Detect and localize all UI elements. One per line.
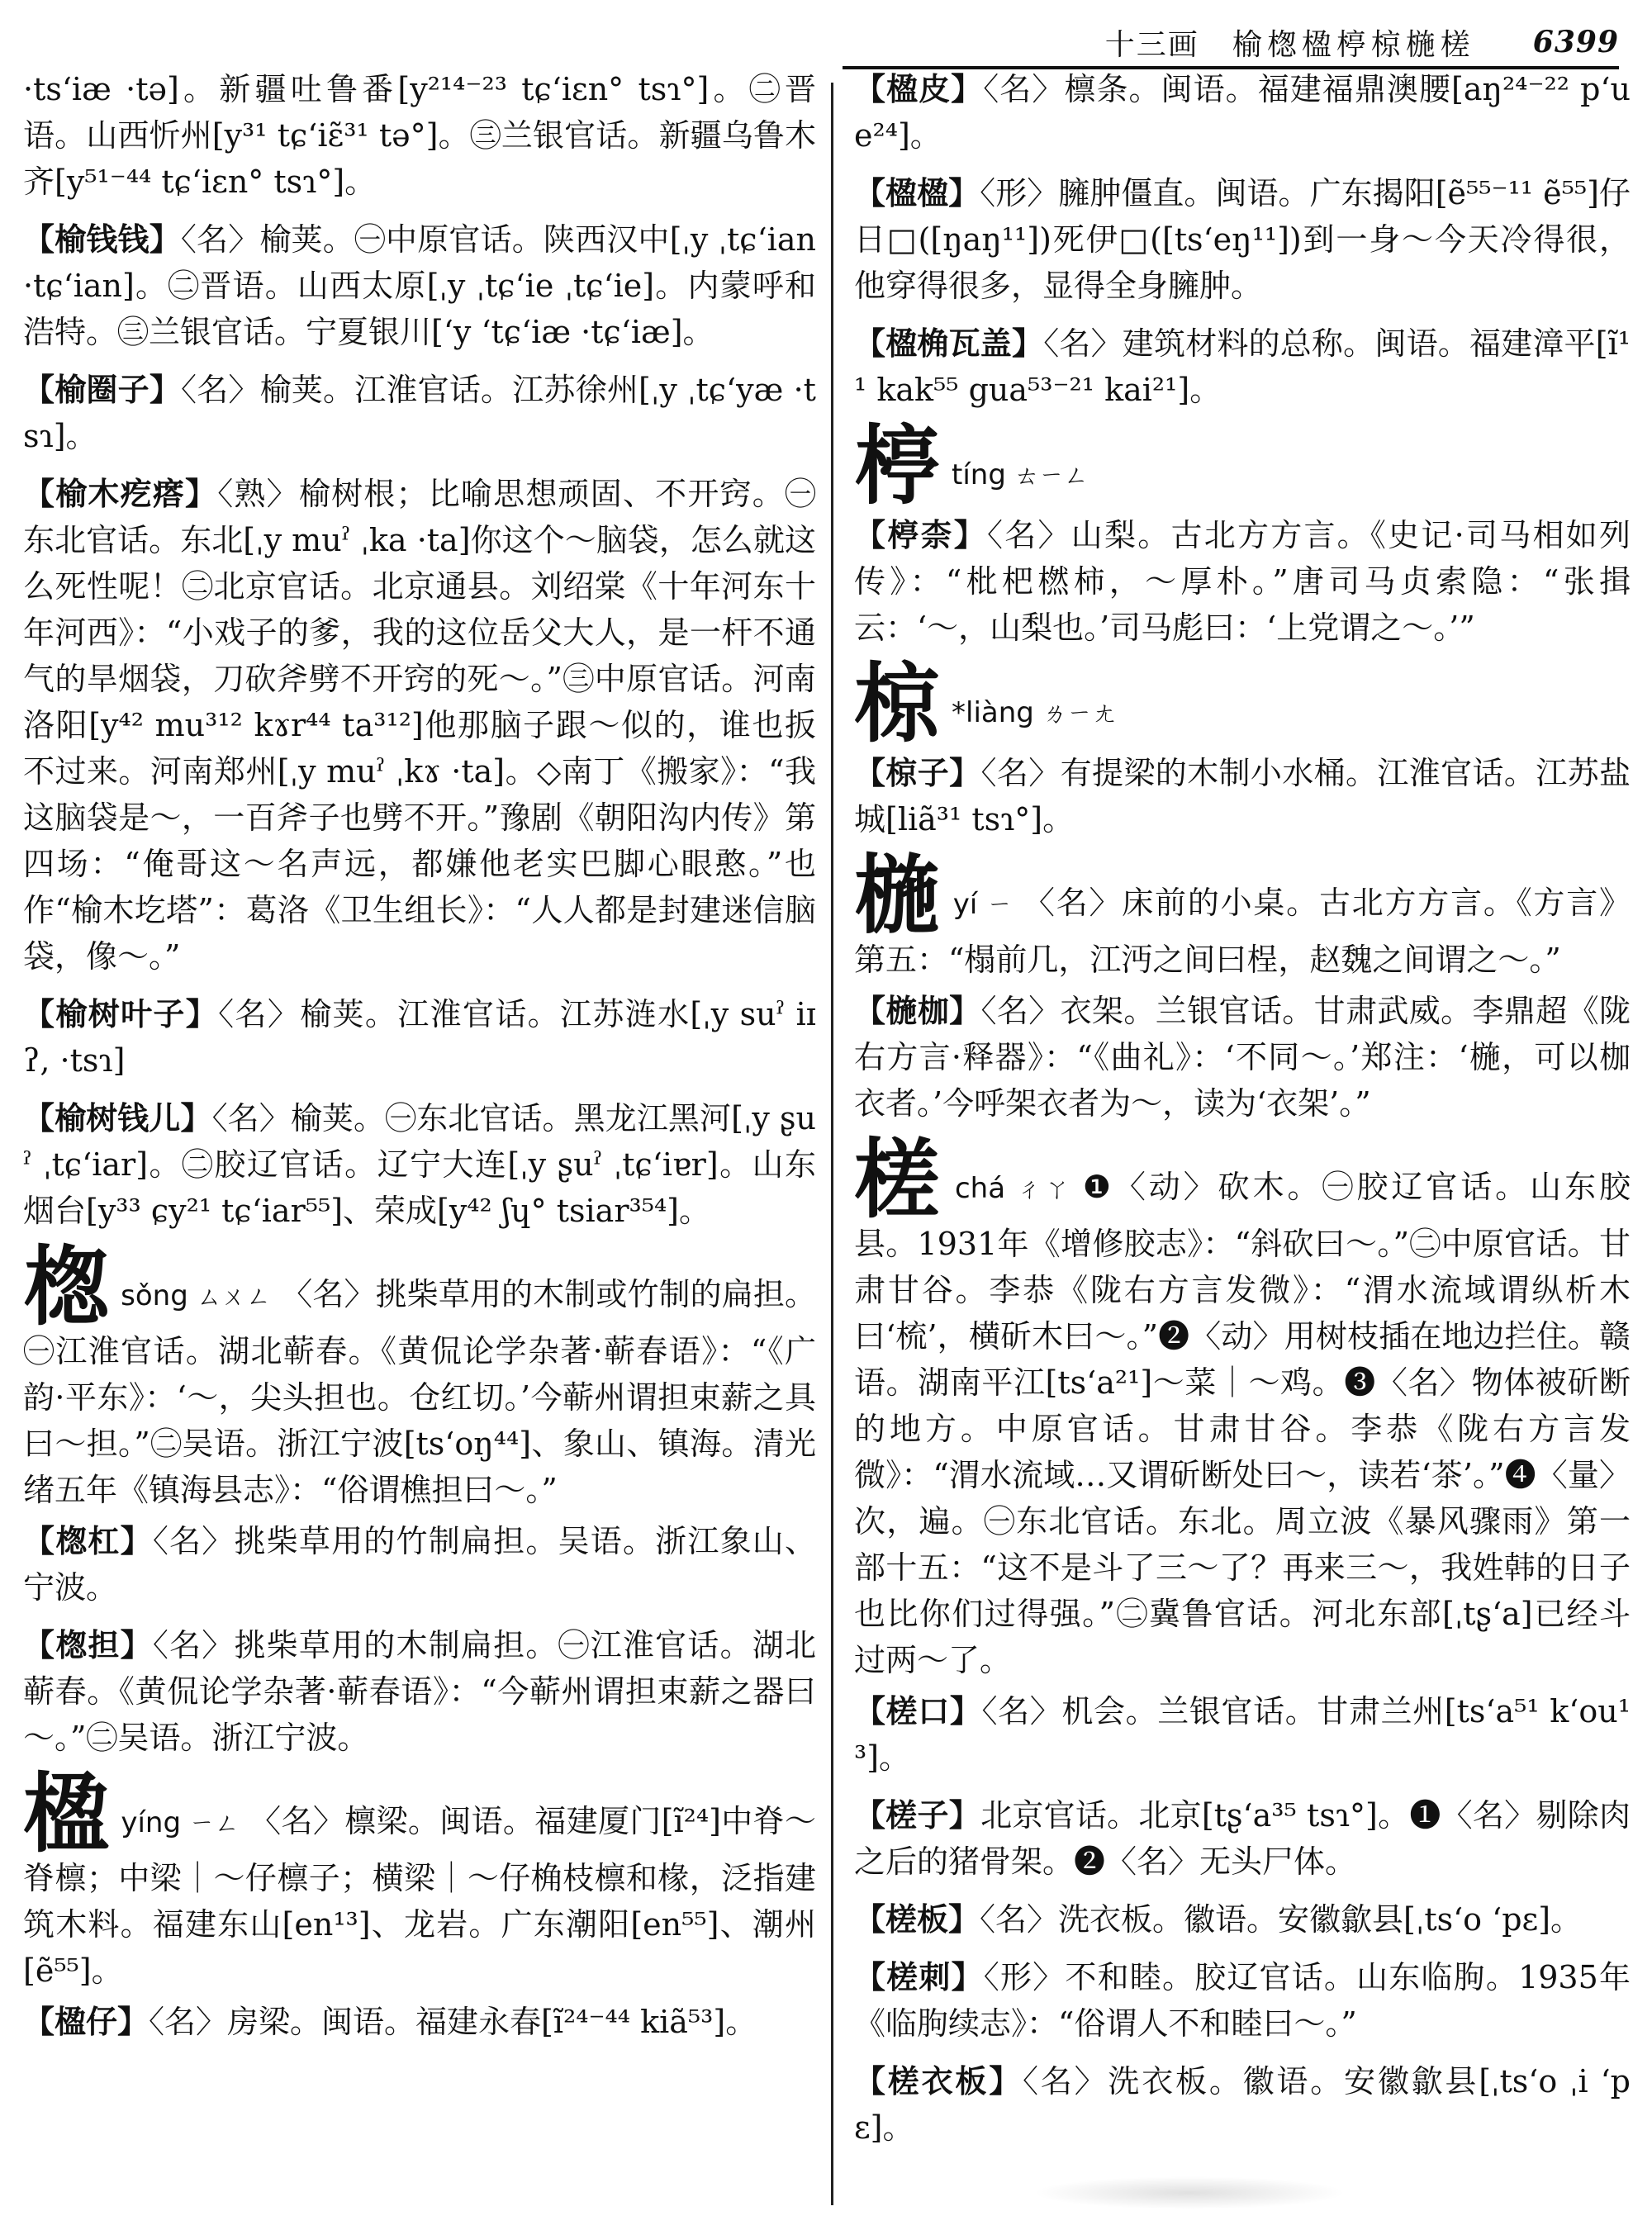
entry-songgang [23,1518,816,1611]
entry-headword: 【 槎板 】 [854,1900,980,1938]
running-header [843,18,1619,69]
header-stroke-section: 十三画 [1104,27,1199,62]
entry-headword: 【 椋子 】 [854,754,981,791]
head-character: 楟 [854,415,941,516]
entry-headword: 【 楤担 】 [23,1626,153,1663]
entry-chaci [854,1954,1631,2047]
right-column [854,66,1631,2213]
pinyin: yíng [121,1806,182,1839]
entry-headword: 【 槎口 】 [854,1692,982,1729]
entry-body: 〈熟〉榆树根；比喻思想顽固、不开窍。㊀东北官话。东北[ˌy muˀ ˌka ·ta]你这个～脑袋，怎么就这么死性呢！㊁北京官话。北京通县。刘绍棠《十年河东十年河西》：“小戏子的爹，我的这位岳父大人，是一杆不通气的旱烟袋，刀砍斧劈不开窍的死～。”㊂中原官话。河南洛阳[y⁴² mu³¹² kɤr⁴⁴ ta³¹²]他那脑子跟～似的，谁也扳不过来。河南郑州[ˌy muˀ ˌkɤ ·ta]。◇南丁《搬家》：“我这脑袋是～，一百斧子也劈不开。”豫剧《朝阳沟内传》第四场：“俺哥这～名声远，都嫌他老实巴脚心眼憨。”也作“榆木圪塔”：葛洛《卫生组长》：“人人都是封建迷信脑袋，像～。” [23,476,816,975]
character-entry-ying [23,1763,816,1994]
character-entry-yi [854,844,1631,983]
entry-body: ❶〈动〉砍木。㊀胶辽官话。山东胶县。1931年《增修胶志》：“斜砍曰～。”㊁中原官话。甘肃甘谷。李恭《陇右方言发微》：“渭水流域谓纵析木曰‘梳’，横斫木曰～。”❷〈动〉用树枝插在地边拦住。赣语。湖南平江[tsʻa²¹]～菜｜～鸡。❸〈名〉物体被斫断的地方。中原官话。甘肃甘谷。李恭《陇右方言发微》：“渭水流域…又谓斫断处曰～，读若‘茶’。”❹〈量〉次，遍。㊀东北官话。东北。周立波《暴风骤雨》第一部十五：“这不是斗了三～了？再来三～，我姓韩的日子也比你们过得强。”㊁冀鲁官话。河北东部[ˌtʂʻa]已经斗过两～了。 [854,1169,1631,1678]
entry-yingying [854,170,1631,309]
continued-entry [23,66,816,205]
entry-yuquanzi [23,367,816,459]
zhuyin: ㄧ [985,891,1014,920]
character-entry-song [23,1236,816,1513]
entry-chayiban [854,2058,1631,2151]
character-entry-cha [854,1128,1631,1683]
entry-liangzi [854,750,1631,842]
left-column [23,66,816,2213]
head-character: 楹 [23,1763,110,1864]
entry-headword: 【 槎衣板 】 [854,2062,1023,2100]
entry-body: 〈名〉床前的小桌。古北方方言。《方言》第五：“榻前几，江沔之间曰桯，赵魏之间谓之～。” [854,885,1631,978]
zhuyin: ㄔㄚ [1014,1175,1073,1204]
entry-headword: 【 榆圈子 】 [23,371,181,408]
entry-headword: 【 楹楹 】 [854,174,980,211]
entry-body: 〈名〉檩条。闽语。福建福鼎澳腰[aŋ²⁴⁻²² pʻue²⁴]。 [854,71,1631,154]
entry-headword: 【 榆木疙瘩 】 [23,475,217,512]
entry-yumugeda [23,471,816,980]
entry-headword: 【 槎刺 】 [854,1958,984,1995]
entry-body: 〈名〉榆荚。江淮官话。江苏徐州[ˌy ˌtɕʻyæ ·tsɿ]。 [23,372,816,454]
entry-yingpi [854,66,1631,159]
entry-body: 〈名〉洗衣板。徽语。安徽歙县[ˌtsʻo ˌi ʻpɛ]。 [854,2063,1631,2146]
pinyin: *liàng [952,696,1034,729]
entry-body: 〈名〉衣架。兰银官话。甘肃武威。李鼎超《陇右方言·释器》：“《曲礼》：‘不同～。’郑注：‘椸，可以枷衣者。’今呼架衣者为～，读为‘衣架’。” [854,993,1631,1122]
zhuyin: ㄌㄧㄤ [1042,700,1117,728]
entry-body: 〈名〉挑柴草用的木制扁担。㊀江淮官话。湖北蕲春。《黄侃论学杂著·蕲春语》：“今蕲州谓担束薪之器曰～。”㊁吴语。浙江宁波。 [23,1627,816,1756]
pinyin: chá [954,1172,1006,1205]
entry-body: 〈名〉榆荚。江淮官话。江苏涟水[ˌy suˀ iɪʔ, ·tsɿ] [23,996,816,1079]
entry-headword: 【 椸枷 】 [854,992,981,1029]
pinyin: yí [952,888,978,921]
entry-body: 〈名〉挑柴草用的竹制扁担。吴语。浙江象山、宁波。 [23,1523,816,1606]
head-character: 椋 [854,652,941,754]
entry-yushuqianer [23,1095,816,1234]
character-entry-liang [854,652,1631,754]
entry-body: 〈名〉房梁。闽语。福建永春[ĩ²⁴⁻⁴⁴ kiã⁵³]。 [149,2004,757,2040]
pinyin: tíng [952,458,1006,491]
entry-body: 〈名〉机会。兰银官话。甘肃兰州[tsʻa⁵¹ kʻou¹³]。 [854,1693,1631,1776]
entry-headword: 【 楤杠 】 [23,1522,153,1559]
pinyin: sǒng [121,1279,188,1312]
entry-body: 〈名〉洗衣板。徽语。安徽歙县[ˌtsʻo ʻpɛ]。 [980,1901,1583,1938]
column-divider [831,83,833,2205]
entry-yushuyezi [23,991,816,1084]
entry-body: 〈名〉榆荚。㊀中原官话。陕西汉中[ˌy ˌtɕʻian ·tɕʻian]。㊁晋语。山西太原[ˌy ˌtɕʻie ˌtɕʻie]。内蒙呼和浩特。㊂兰银官话。宁夏银川[ʻy ʻtɕʻiæ ·tɕʻiæ]。 [23,221,816,350]
entry-body: 〈名〉建筑材料的总称。闽语。福建漳平[ĩ¹¹ kak⁵⁵ gua⁵³⁻²¹ kai²¹]。 [854,325,1631,408]
head-character: 槎 [854,1128,943,1230]
entry-body: 〈形〉臃肿僵直。闽语。广东揭阳[ẽ⁵⁵⁻¹¹ ẽ⁵⁵]仔日□([ŋaŋ¹¹])死伊□([tsʻeŋ¹¹])到一身～今天冷得很，他穿得很多，显得全身臃肿。 [854,175,1631,304]
entry-songdan [23,1622,816,1761]
zhuyin: ㄧㄥ [189,1810,240,1839]
zhuyin: ㄙㄨㄥ [196,1283,272,1312]
head-character: 楤 [23,1236,110,1337]
entry-body: ·tsʻiæ ·tə]。新疆吐鲁番[y²¹⁴⁻²³ tɕʻiɛn° tsɿ°]。㊁晋语。山西忻州[y³¹ tɕʻiɛ̃³¹ tə°]。㊂兰银官话。新疆乌鲁木齐[y⁵¹⁻⁴⁴ tɕʻiɛn° tsɿ°]。 [23,71,816,200]
head-character: 椸 [854,844,942,946]
entry-yijia [854,988,1631,1127]
entry-headword: 【 楹皮 】 [854,70,983,107]
entry-body: 〈名〉挑柴草用的木制或竹制的扁担。㊀江淮官话。湖北蕲春。《黄侃论学杂著·蕲春语》：“《广韵·平东》：‘～，尖头担也。仓红切。’今蕲州谓担束薪之具曰～担。”㊁吴语。浙江宁波[tsʻoŋ⁴⁴]、象山、镇海。清光绪五年《镇海县志》：“俗谓樵担曰～。” [23,1276,816,1508]
entry-headword: 【 槎子 】 [854,1796,980,1834]
page-number: 6399 [1532,25,1619,59]
entry-tingnai [854,512,1631,651]
scan-smudge [1032,2176,1346,2209]
entry-headword: 【 榆钱钱 】 [23,221,181,258]
entry-body: 〈名〉檩梁。闽语。福建厦门[ĩ²⁴]中脊～脊檩；中梁｜～仔檩子；横梁｜～仔桷枝檩和椽，泛指建筑木料。福建东山[en¹³]、龙岩。广东潮阳[en⁵⁵]、潮州[ẽ⁵⁵]。 [23,1803,816,1989]
entry-headword: 【 楹桷瓦盖 】 [854,325,1043,362]
entry-body: 〈名〉榆荚。㊀东北官话。黑龙江黑河[ˌy ʂuˀ ˌtɕʻiar]。㊁胶辽官话。辽宁大连[ˌy ʂuˀ ˌtɕʻiɐr]。山东烟台[y³³ ɕy²¹ tɕʻiar⁵⁵]、荣成[y⁴² ʃɥ° tsiar³⁵⁴]。 [23,1100,816,1229]
entry-body: 〈名〉山梨。古北方方言。《史记·司马相如列传》：“枇杷橪柿，～厚朴。”唐司马贞索隐：“张揖云：‘～，山梨也。’司马彪曰：‘上党谓之～。’” [854,517,1631,646]
entry-chazi [854,1792,1631,1885]
entry-headword: 【 榆树钱儿 】 [23,1099,212,1136]
entry-headword: 【 榆树叶子 】 [23,995,218,1032]
character-entry-ting [854,415,1631,516]
entry-body: 〈形〉不和睦。胶辽官话。山东临朐。1935年《临朐续志》：“俗谓人不和睦曰～。” [854,1959,1631,2042]
entry-headword: 【 楹仔 】 [23,2003,149,2040]
entry-yingjuewagai [854,320,1631,413]
entry-chakou [854,1688,1631,1781]
entry-body: 〈名〉有提梁的木制小水桶。江淮官话。江苏盐城[liã³¹ tsɿ°]。 [854,755,1631,837]
entry-yingzai [23,1999,816,2045]
entry-headword: 【 楟柰 】 [854,516,987,553]
entry-yuqianqian [23,216,816,355]
entry-body: 北京官话。北京[tʂʻa³⁵ tsɿ°]。❶〈名〉剔除肉之后的猪骨架。❷〈名〉无头尸体。 [854,1797,1631,1880]
entry-chaban [854,1896,1631,1943]
zhuyin: ㄊㄧㄥ [1014,462,1089,491]
header-characters: 榆楤楹楟椋椸槎 [1232,27,1475,62]
